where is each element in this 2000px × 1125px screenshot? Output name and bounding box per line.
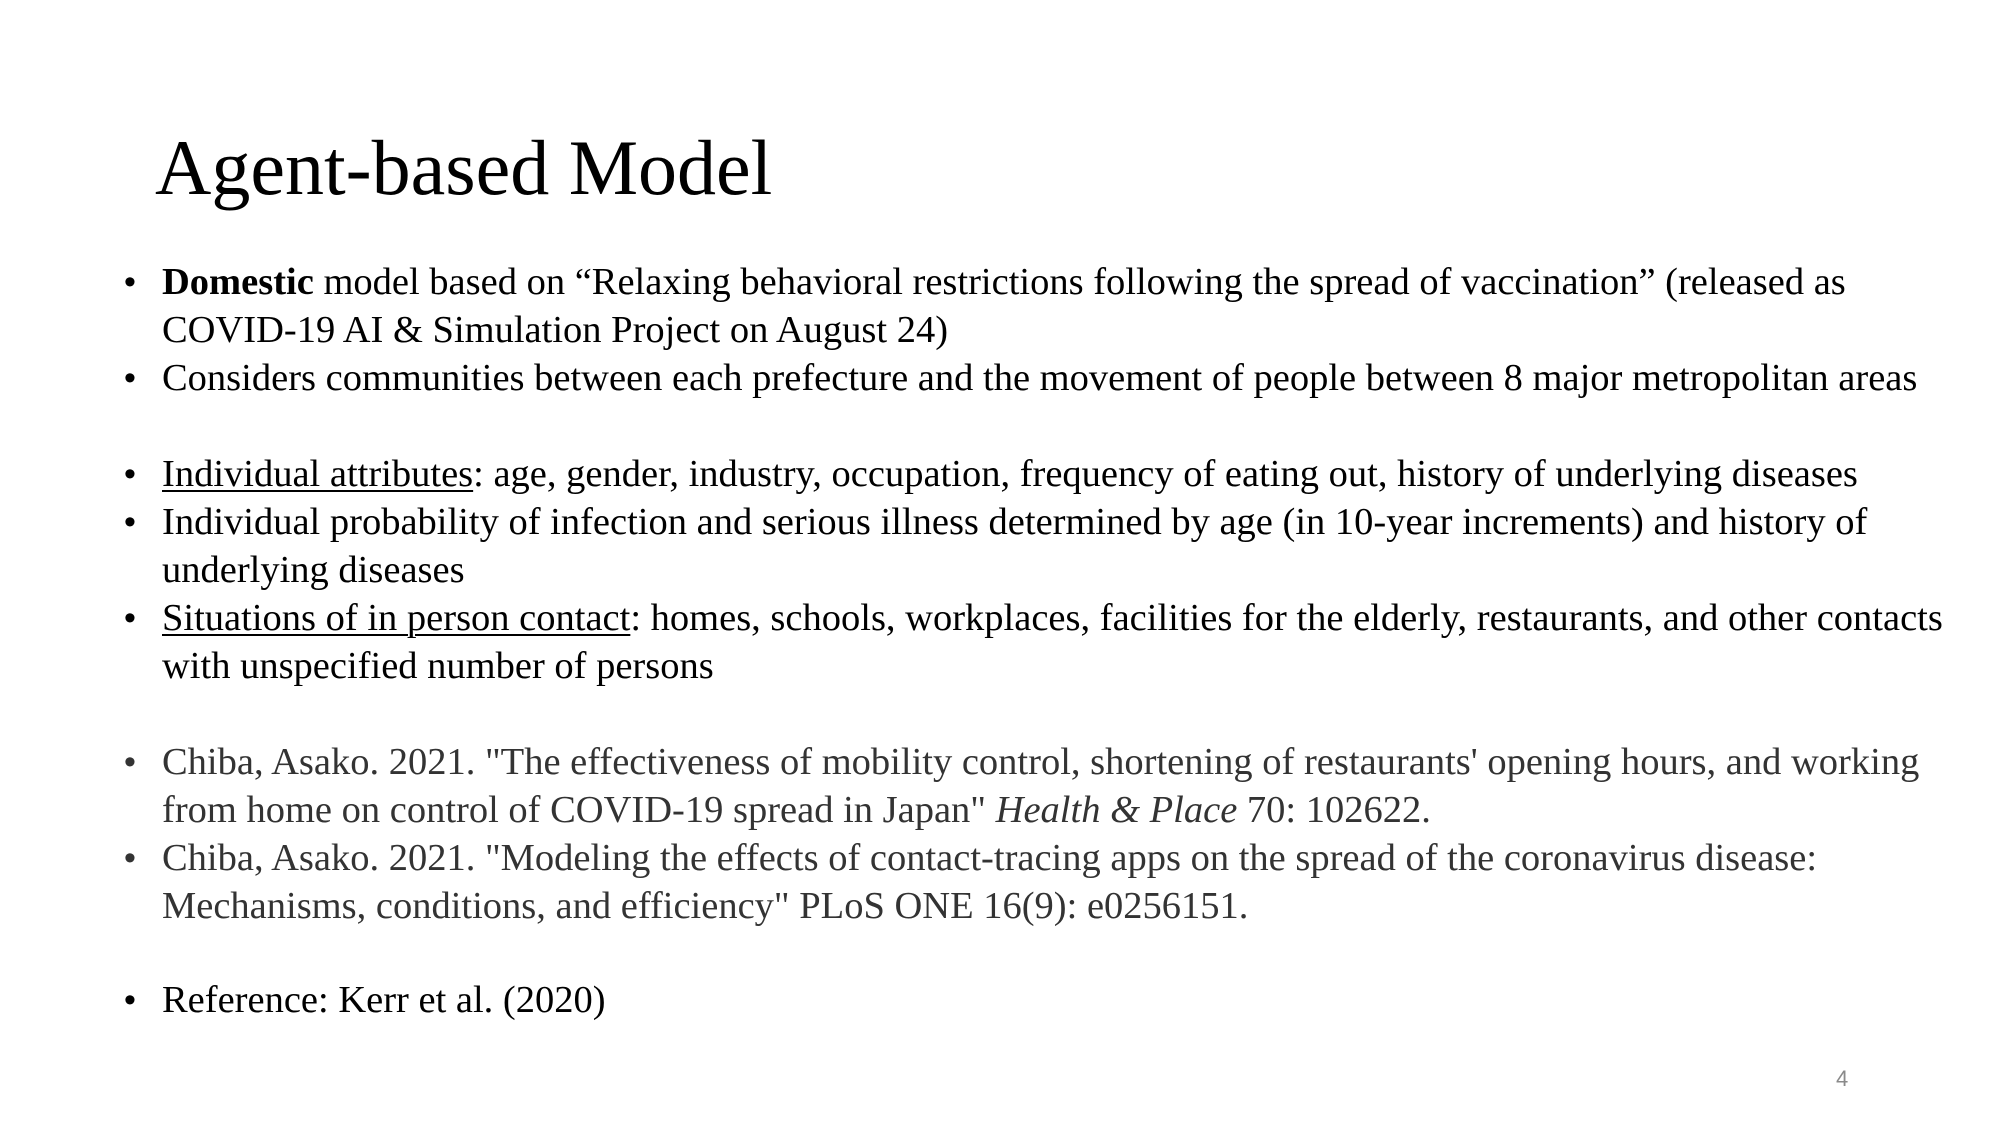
bullet-bold-keyword: Domestic	[162, 261, 314, 303]
page-number: 4	[1836, 1066, 1849, 1091]
reference-text: Chiba, Asako. 2021. "Modeling the effects of contact-tracing apps on the spread of the coronavirus disease: Mechanisms, conditions, and efficiency" PLoS ONE 16(9): e0256151.	[162, 837, 1818, 927]
reference-kerr	[162, 976, 1952, 1024]
slide-title: Agent-based Model	[155, 124, 773, 211]
bullet-contact-situations	[162, 594, 1952, 690]
bullet-text: : age, gender, industry, occupation, frequency of eating out, history of underlying diseases	[473, 453, 1858, 495]
bullet-domestic-model	[162, 258, 1952, 354]
reference-journal: Health & Place	[995, 789, 1238, 831]
bullet-infection-probability	[162, 498, 1952, 594]
bullet-text: Considers communities between each prefecture and the movement of people between 8 major metropolitan areas	[162, 357, 1918, 399]
bullet-text: model based on “Relaxing behavioral restrictions following the spread of vaccination” (released as COVID-19 AI & Simulation Project on August 24)	[162, 261, 1846, 351]
reference-text: Reference: Kerr et al. (2020)	[162, 979, 606, 1021]
reference-text: Chiba, Asako. 2021. "The effectiveness of mobility control, shortening of restaurants' opening hours, and working from home on control of COVID-19 spread in Japan"	[162, 741, 1920, 831]
reference-chiba-mobility	[162, 738, 1952, 834]
bullet-text: Individual probability of infection and serious illness determined by age (in 10-year increments) and history of underlying diseases	[162, 501, 1868, 591]
bullet-communities	[162, 354, 1952, 402]
reference-text: 70: 102622.	[1237, 789, 1431, 831]
reference-chiba-contact-tracing	[162, 834, 1952, 930]
bullet-underlined-keyword: Situations of in person contact	[162, 597, 631, 639]
bullet-individual-attributes	[162, 450, 1952, 498]
bullet-text: : homes, schools, workplaces, facilities for the elderly, restaurants, and other contacts with unspecified number of persons	[162, 597, 1943, 687]
bullet-underlined-keyword: Individual attributes	[162, 453, 474, 495]
